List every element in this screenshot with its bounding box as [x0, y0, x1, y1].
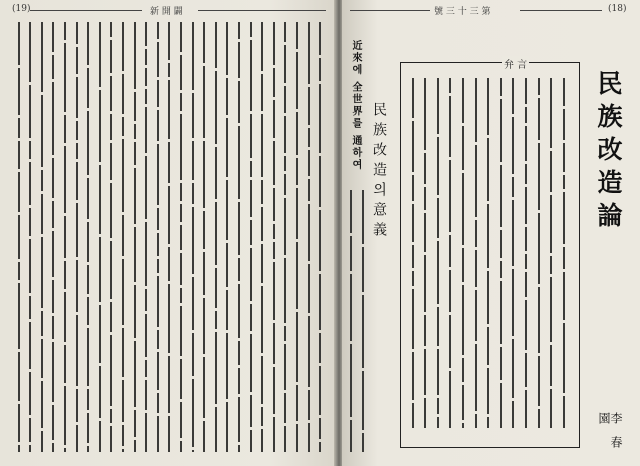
text-column	[211, 22, 220, 455]
text-column	[234, 22, 243, 455]
text-column	[26, 22, 35, 455]
text-column	[547, 78, 556, 431]
section-subtitle: 民族改造의意義	[371, 102, 387, 242]
text-column	[346, 190, 355, 455]
header-rule	[30, 10, 142, 11]
text-column	[534, 78, 543, 431]
text-column	[258, 22, 267, 455]
text-column	[281, 22, 290, 455]
text-column	[421, 78, 430, 431]
text-column	[165, 22, 174, 455]
text-column	[433, 78, 442, 431]
author-note-label: 弁 言	[502, 56, 529, 71]
text-column	[95, 22, 104, 455]
text-column	[130, 22, 139, 455]
right-page-number: (18)	[608, 4, 627, 14]
text-column	[408, 78, 417, 431]
header-rule	[198, 10, 326, 11]
text-column	[496, 78, 505, 431]
text-column	[559, 78, 568, 431]
right-page	[342, 0, 640, 466]
text-column	[72, 22, 81, 455]
header-rule	[520, 10, 602, 11]
right-running-head: 號 三 十 三 第	[434, 7, 491, 17]
text-column	[223, 22, 232, 455]
text-column	[304, 22, 313, 455]
text-column	[446, 78, 455, 431]
text-column	[246, 22, 255, 455]
text-column	[49, 22, 58, 455]
author-name: 李 春 園	[597, 412, 623, 452]
text-column	[142, 22, 151, 455]
opening-line: 近來에 全世界를 通하여	[350, 40, 361, 171]
text-column	[269, 22, 278, 455]
header-rule	[350, 10, 430, 11]
text-column	[84, 22, 93, 455]
text-column	[107, 22, 116, 455]
text-column	[292, 22, 301, 455]
text-column	[484, 78, 493, 431]
text-column	[458, 78, 467, 431]
text-column	[521, 78, 530, 431]
text-column	[358, 190, 367, 455]
left-page-number: (19)	[12, 4, 31, 14]
text-column	[37, 22, 46, 455]
text-column	[316, 22, 325, 455]
left-running-head: 新 開 闢	[150, 7, 183, 17]
text-column	[14, 22, 23, 455]
text-column	[153, 22, 162, 455]
text-column	[200, 22, 209, 455]
text-column	[188, 22, 197, 455]
text-column	[471, 78, 480, 431]
text-column	[176, 22, 185, 455]
text-column	[118, 22, 127, 455]
text-column	[60, 22, 69, 455]
text-column	[509, 78, 518, 431]
article-title: 民族改造論	[594, 70, 623, 235]
